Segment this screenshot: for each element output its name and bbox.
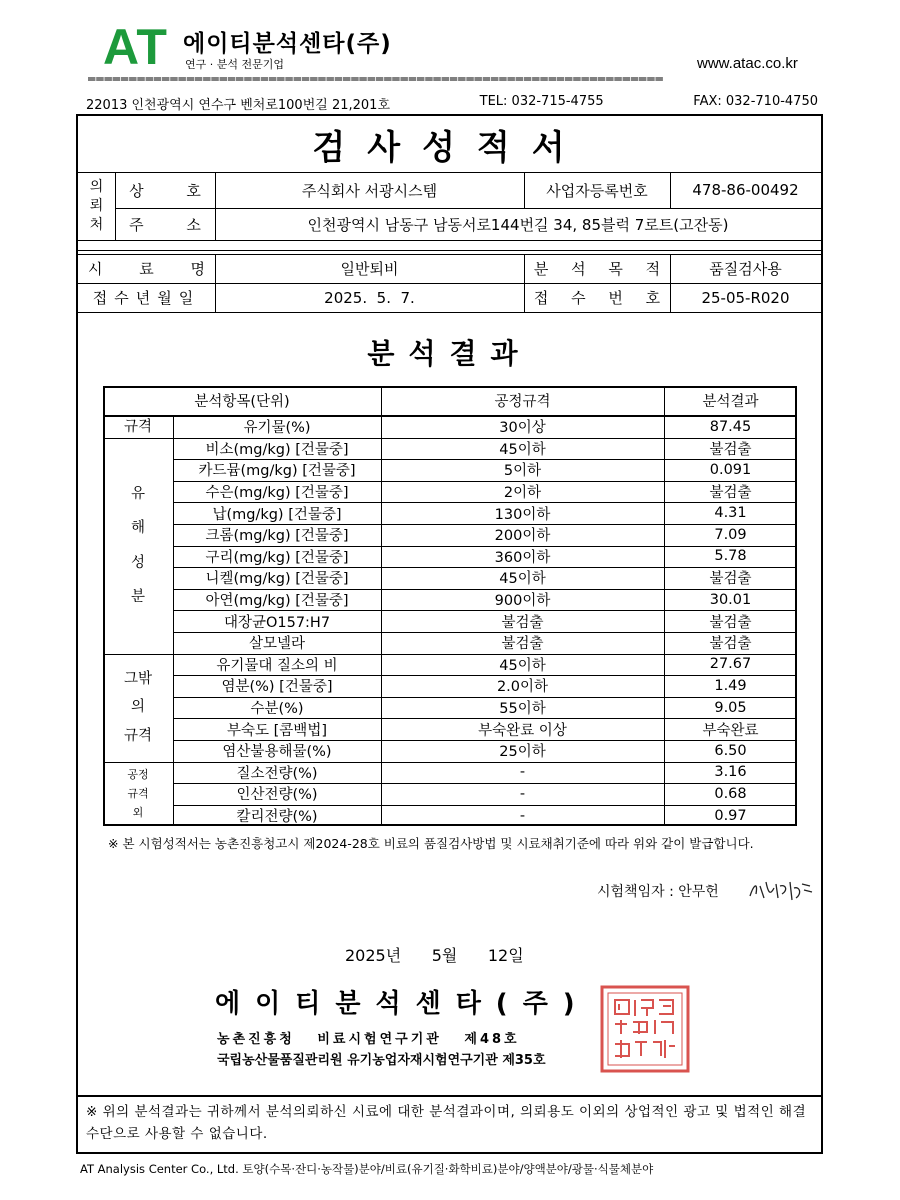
row-result: 5.78: [714, 548, 747, 565]
row-item: 구리(mg/kg) [건물중]: [205, 549, 349, 566]
row-spec: 200이하: [494, 528, 551, 545]
purpose-value: 품질검사용: [709, 260, 782, 278]
row-result: 불검출: [709, 485, 752, 502]
row-result: 불검출: [709, 614, 752, 631]
row-result: 7.09: [714, 526, 747, 543]
row-item: 유기물대 질소의 비: [216, 657, 338, 674]
row-result: 부숙완료: [702, 722, 759, 739]
footer-business-line: AT Analysis Center Co., Ltd. 토양(수목·잔디·농작물)분야/비료(유기질·화학비료)분야/양액분야/광물·식물체분야: [80, 1162, 654, 1176]
header-spec: 공정규격: [494, 394, 551, 410]
row-spec: 45이하: [499, 657, 546, 674]
row-item: 비소(mg/kg) [건물중]: [205, 441, 349, 458]
official-seal-image: [599, 984, 691, 1074]
header-tel: TEL: 032-715-4755: [479, 94, 604, 109]
row-result: 0.97: [714, 807, 747, 824]
bizno-label: 사업자등록번호: [546, 181, 648, 200]
row-spec: -: [519, 764, 526, 781]
header-result: 분석결과: [702, 394, 759, 410]
row-result: 3.16: [714, 764, 747, 781]
row-item: 칼리전량(%): [236, 809, 318, 826]
company-name: 에이티분석센타(주): [183, 31, 392, 57]
row-item: 염산불용해물(%): [222, 744, 332, 761]
document-title: 검사성적서: [312, 128, 587, 168]
group-other-line: 규격: [123, 727, 152, 744]
row-result: 87.45: [709, 418, 752, 435]
row-spec: -: [519, 785, 526, 802]
group-outside-line: 공정: [127, 768, 149, 782]
client-group-label: [78, 172, 115, 240]
row-item: 부숙도 [콤백법]: [227, 722, 327, 739]
results-title: 분석결과: [367, 337, 532, 370]
row-result: 불검출: [709, 636, 752, 653]
row-spec: 55이하: [499, 701, 546, 718]
address-label: 주 소: [129, 215, 201, 234]
group-outside-line: 규격: [127, 787, 149, 801]
header-address-line: [86, 94, 818, 113]
client-group-label-3: 처: [89, 216, 104, 233]
row-result: 9.05: [714, 699, 747, 716]
row-spec: 360이하: [494, 549, 551, 566]
row-spec: 45이하: [499, 441, 546, 458]
row-item: 수은(mg/kg) [건물중]: [205, 485, 349, 502]
row-item: 크롬(mg/kg) [건물중]: [205, 528, 349, 545]
group-spec-line: 규격: [123, 418, 152, 435]
signature-image: [744, 874, 816, 904]
group-harmful-line: 성: [130, 554, 145, 571]
row-item: 니켈(mg/kg) [건물중]: [205, 571, 349, 588]
row-result: 0.091: [709, 461, 752, 478]
row-spec: 30이상: [499, 420, 546, 437]
website-link[interactable]: www.atac.co.kr: [697, 55, 798, 72]
group-harmful-line: 해: [130, 520, 145, 537]
bizno-value: 478-86-00492: [692, 181, 799, 199]
row-spec: -: [519, 807, 526, 824]
issuer-name: 에이티분석센타(주): [215, 989, 590, 1019]
company-value: 주식회사 서광시스템: [301, 181, 438, 200]
client-group-label-2: 뢰: [89, 197, 104, 214]
row-item: 살모넬라: [248, 636, 306, 653]
row-spec: 2.0이하: [496, 679, 549, 696]
group-spec: [103, 416, 173, 438]
row-item: 인산전량(%): [236, 787, 318, 804]
row-item: 염분(%) [건물중]: [221, 679, 333, 696]
receipt-number-label: 접 수 번 호: [533, 289, 661, 307]
group-other-line: 그밖: [123, 670, 152, 687]
sample-name-label: 시 료 명: [87, 260, 205, 278]
row-spec: 25이하: [499, 744, 546, 761]
row-spec: 130이하: [494, 506, 551, 523]
group-harmful: [103, 438, 173, 654]
row-result: 27.67: [709, 656, 752, 673]
row-result: 30.01: [709, 591, 752, 608]
row-spec: 불검출: [501, 614, 544, 631]
header-fax: FAX: 032-710-4750: [693, 94, 818, 109]
row-spec: 2이하: [503, 485, 542, 502]
received-date-label: 접수년월일: [92, 289, 201, 307]
row-spec: 5이하: [503, 463, 542, 480]
row-result: 불검출: [709, 571, 752, 588]
group-other: [103, 654, 173, 762]
received-date-value: 2025. 5. 7.: [324, 288, 415, 307]
row-result: 불검출: [709, 441, 752, 458]
row-spec: 900이하: [494, 593, 551, 610]
row-item: 납(mg/kg) [건물중]: [212, 506, 342, 523]
group-harmful-line: 분: [130, 589, 145, 606]
receipt-number-value: 25-05-R020: [701, 288, 790, 307]
purpose-label: 분 석 목 적: [533, 260, 661, 278]
row-item: 질소전량(%): [236, 765, 318, 782]
disclaimer-note: ※ 위의 분석결과는 귀하께서 분석의뢰하신 시료에 대한 분석결과이며, 의뢰용도 이외의 상업적인 광고 및 법적인 해결 수단으로 사용할 수 없습니다.: [86, 1104, 807, 1142]
row-result: 0.68: [714, 785, 747, 802]
header-address: 22013 인천광역시 연수구 벤처로100번길 21,201호: [86, 98, 390, 113]
registration-naqs: 국립농산물품질관리원 유기농업자재시험연구기관 제35호: [217, 1053, 546, 1068]
company-label: 상 호: [129, 181, 201, 200]
row-item: 유기물(%): [243, 420, 311, 437]
issuance-note: ※ 본 시험성적서는 농촌진흥청고시 제2024-28호 비료의 품질검사방법 및 시료채취기준에 따라 위와 같이 발급합니다.: [108, 836, 754, 851]
row-item: 카드뮴(mg/kg) [건물중]: [198, 463, 356, 480]
client-group-label-1: 의: [89, 178, 104, 195]
row-spec: 불검출: [501, 636, 544, 653]
row-result: 4.31: [714, 505, 747, 522]
address-value: 인천광역시 남동구 남동서로144번길 34, 85블럭 7로트(고잔동): [307, 215, 729, 234]
header-item: 분석항목(단위): [194, 394, 290, 410]
row-item: 대장균O157:H7: [223, 614, 331, 631]
group-other-line: 의: [130, 699, 145, 716]
group-outside: [103, 762, 173, 827]
row-result: 1.49: [714, 677, 747, 694]
row-result: 6.50: [714, 742, 747, 759]
registration-rda: 농촌진흥청 비료시험연구기관 제48호: [217, 1032, 520, 1047]
header-divider: ══════════════════════════════════════════════════════════════════════: [88, 72, 664, 86]
group-harmful-line: 유: [130, 485, 145, 502]
sample-name-value: 일반퇴비: [340, 260, 399, 278]
issue-date: 2025년 5월 12일: [345, 946, 524, 965]
row-spec: 45이하: [499, 571, 546, 588]
tester-name: 시험책임자 : 안무헌: [597, 884, 719, 900]
row-spec: 부숙완료 이상: [478, 722, 567, 739]
row-item: 아연(mg/kg) [건물중]: [205, 593, 349, 610]
company-tagline: 연구 · 분석 전문기업: [185, 58, 284, 71]
company-logo: AT: [103, 19, 168, 75]
group-outside-line: 외: [132, 806, 144, 820]
row-item: 수분(%): [250, 701, 304, 718]
